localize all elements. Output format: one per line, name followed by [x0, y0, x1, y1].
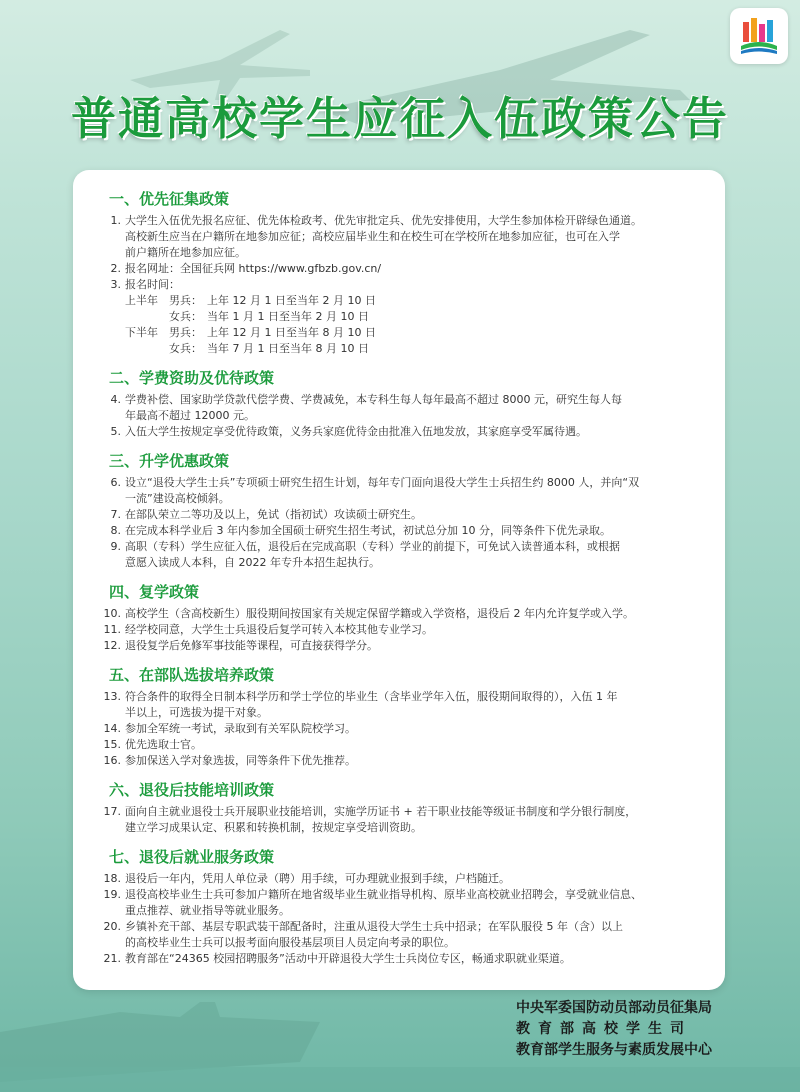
schedule-half — [123, 309, 169, 325]
issuer-line-1: 中央军委国防动员部动员征集局 — [516, 1000, 712, 1016]
schedule-row — [123, 341, 697, 357]
policy-item — [109, 539, 697, 571]
schedule-range: 当年 1 月 1 日至当年 2 月 10 日 — [207, 310, 369, 323]
logo-badge — [730, 8, 788, 64]
section-heading: 三、升学优惠政策 — [109, 452, 230, 470]
item-text: 参加全军统一考试，录取到有关军队院校学习。 — [125, 722, 356, 735]
item-number: 9. — [110, 540, 121, 553]
item-text: 乡镇补充干部、基层专职武装干部配备时，注重从退役大学生士兵中招录；在军队服役 5 年（含）以上 — [125, 920, 623, 933]
policy-item — [109, 507, 697, 523]
policy-item — [103, 622, 697, 638]
item-number: 17. — [103, 805, 121, 818]
item-text: 半以上，可选拔为提干对象。 — [125, 706, 268, 719]
schedule-row — [123, 309, 697, 325]
item-text: 教育部在“24365 校园招聘服务”活动中开辟退役大学生士兵岗位专区，畅通求职就业渠道。 — [125, 952, 571, 965]
item-text: 高校新生应当在户籍所在地参加应征；高校应届毕业生和在校生可在学校所在地参加应征，也可在入学 — [125, 230, 620, 243]
policy-item — [109, 261, 697, 277]
policy-item — [109, 523, 697, 539]
issuer-block — [516, 998, 726, 1061]
schedule-half: 下半年 — [125, 326, 158, 339]
item-text: 退役复学后免修军事技能等课程，可直接获得学分。 — [125, 639, 378, 652]
policy-item — [103, 919, 697, 951]
schedule-half: 上半年 — [125, 294, 158, 307]
item-text: 在部队荣立二等功及以上，免试（指初试）攻读硕士研究生。 — [125, 508, 422, 521]
item-number: 21. — [103, 952, 121, 965]
item-text: 优先选取士官。 — [125, 738, 202, 751]
policy-item — [103, 753, 697, 769]
item-text: 符合条件的取得全日制本科学历和学士学位的毕业生（含毕业学年入伍，服役期间取得的），入伍 1 年 — [125, 690, 618, 703]
policy-content — [103, 188, 697, 967]
issuer-line-2: 教育部高校学生司 — [516, 1021, 692, 1037]
section-heading: 一、优先征集政策 — [109, 190, 230, 208]
registration-schedule — [109, 293, 697, 357]
item-text: 退役高校毕业生士兵可参加户籍所在地省级毕业生就业指导机构、原毕业高校就业招聘会，享受就业信息、 — [125, 888, 642, 901]
item-number: 10. — [103, 607, 121, 620]
item-text: 的高校毕业生士兵可以报考面向服役基层项目人员定向考录的职位。 — [125, 936, 455, 949]
item-number: 6. — [110, 476, 121, 489]
item-number: 12. — [103, 639, 121, 652]
policy-item — [103, 606, 697, 622]
policy-item — [103, 804, 697, 836]
item-number: 11. — [103, 623, 121, 636]
item-number: 3. — [110, 278, 121, 291]
item-number: 20. — [103, 920, 121, 933]
logo-icon — [739, 16, 779, 56]
schedule-gender: 女兵： — [169, 310, 202, 323]
item-number: 5. — [110, 425, 121, 438]
section-heading: 二、学费资助及优待政策 — [109, 369, 275, 387]
item-text: 入伍大学生按规定享受优待政策，义务兵家庭优待金由批准入伍地发放，其家庭享受军属待遇。 — [125, 425, 587, 438]
section-heading: 六、退役后技能培训政策 — [109, 781, 275, 799]
schedule-gender: 女兵： — [169, 342, 202, 355]
schedule-range: 当年 7 月 1 日至当年 8 月 10 日 — [207, 342, 369, 355]
section-heading: 五、在部队选拔培养政策 — [109, 666, 275, 684]
item-text: 学费补偿、国家助学贷款代偿学费、学费减免，本专科生每人每年最高不超过 8000 元，研究生每人每 — [125, 393, 622, 406]
schedule-gender: 男兵： — [169, 326, 202, 339]
schedule-range: 上年 12 月 1 日至当年 8 月 10 日 — [207, 326, 376, 339]
item-text: 重点推荐、就业指导等就业服务。 — [125, 904, 290, 917]
item-text: 退役后一年内，凭用人单位录（聘）用手续，可办理就业报到手续，户档随迁。 — [125, 872, 510, 885]
policy-item — [109, 392, 697, 424]
item-text: 大学生入伍优先报名应征、优先体检政考、优先审批定兵、优先安排使用，大学生参加体检开辟绿色通道。 — [125, 214, 642, 227]
policy-card — [73, 170, 725, 990]
policy-item — [103, 689, 697, 721]
item-number: 18. — [103, 872, 121, 885]
item-number: 4. — [110, 393, 121, 406]
item-text: 前户籍所在地参加应征。 — [125, 246, 246, 259]
item-text: 年最高不超过 12000 元。 — [125, 409, 255, 422]
item-number: 2. — [110, 262, 121, 275]
item-text: 高职（专科）学生应征入伍，退役后在完成高职（专科）学业的前提下，可免试入读普通本科，或根据 — [125, 540, 620, 553]
item-number: 19. — [103, 888, 121, 901]
item-text: 建立学习成果认定、积累和转换机制，按规定享受培训资助。 — [125, 821, 422, 834]
item-number: 14. — [103, 722, 121, 735]
schedule-range: 上年 12 月 1 日至当年 2 月 10 日 — [207, 294, 376, 307]
item-number: 13. — [103, 690, 121, 703]
item-text: 面向自主就业退役士兵开展职业技能培训，实施学历证书 + 若干职业技能等级证书制度和学分银行制度， — [125, 805, 637, 818]
schedule-row — [123, 293, 697, 309]
issuer-line-3: 教育部学生服务与素质发展中心 — [516, 1042, 712, 1058]
policy-item — [109, 475, 697, 507]
item-text: 一流”建设高校倾斜。 — [125, 492, 230, 505]
policy-item — [103, 737, 697, 753]
item-text: 经学校同意，大学生士兵退役后复学可转入本校其他专业学习。 — [125, 623, 433, 636]
page-title: 普通高校学生应征入伍政策公告 — [70, 92, 729, 145]
schedule-row — [123, 325, 697, 341]
policy-item — [103, 871, 697, 887]
schedule-gender: 男兵： — [169, 294, 202, 307]
item-text: 设立“退役大学生士兵”专项硕士研究生招生计划，每年专门面向退役大学生士兵招生约 8000 人，并向“双 — [125, 476, 640, 489]
item-text: 参加保送入学对象选拔，同等条件下优先推荐。 — [125, 754, 356, 767]
item-text: 意愿入读成人本科，自 2022 年专升本招生起执行。 — [125, 556, 380, 569]
section-heading: 七、退役后就业服务政策 — [109, 848, 275, 866]
policy-item — [103, 887, 697, 919]
policy-item — [109, 424, 697, 440]
item-text: 报名时间： — [125, 278, 180, 291]
section-heading: 四、复学政策 — [109, 583, 200, 601]
item-number: 1. — [110, 214, 121, 227]
item-number: 8. — [110, 524, 121, 537]
item-number: 16. — [103, 754, 121, 767]
item-number: 15. — [103, 738, 121, 751]
policy-item — [109, 277, 697, 293]
policy-item — [109, 213, 697, 261]
item-text: 报名网址：全国征兵网 https://www.gfbzb.gov.cn/ — [125, 262, 382, 275]
policy-item — [103, 951, 697, 967]
policy-item — [103, 721, 697, 737]
schedule-half — [123, 341, 169, 357]
item-text: 在完成本科学业后 3 年内参加全国硕士研究生招生考试，初试总分加 10 分，同等条件下优先录取。 — [125, 524, 611, 537]
policy-item — [103, 638, 697, 654]
item-text: 高校学生（含高校新生）服役期间按国家有关规定保留学籍或入学资格，退役后 2 年内允许复学或入学。 — [125, 607, 634, 620]
item-number: 7. — [110, 508, 121, 521]
